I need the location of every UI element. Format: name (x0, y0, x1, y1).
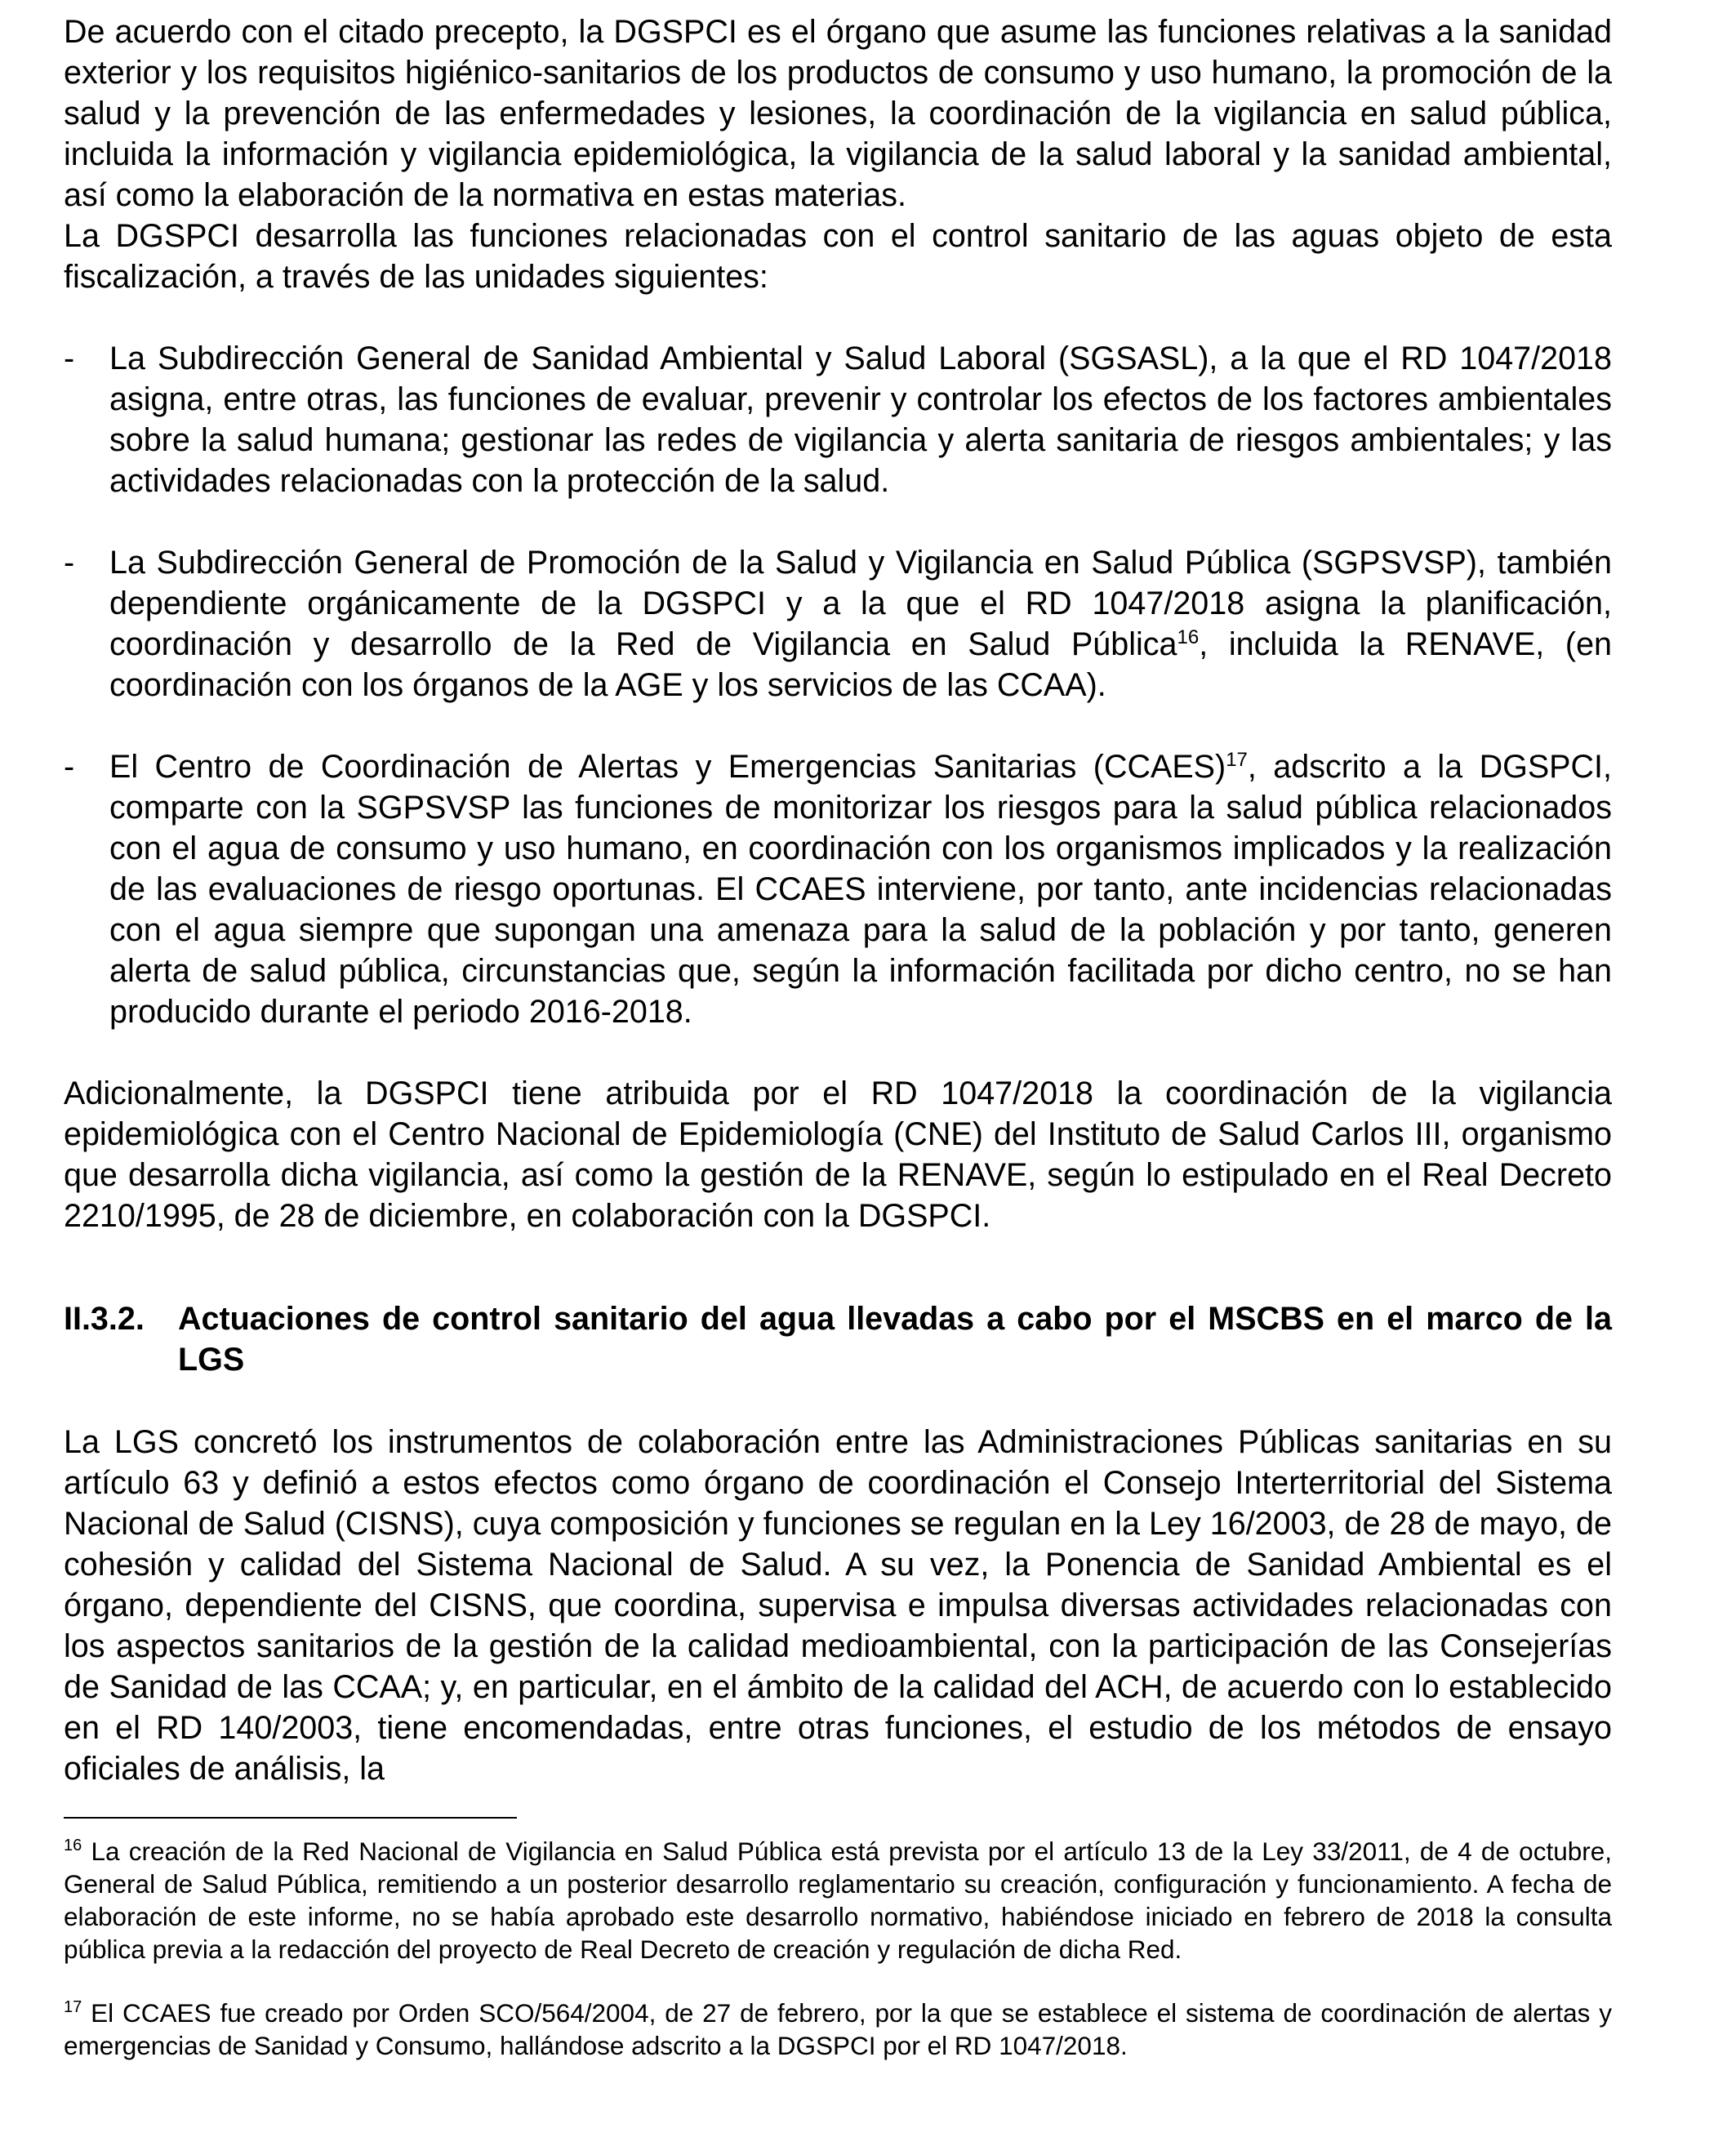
section-heading (64, 1298, 1612, 1380)
footnote-text: El CCAES fue creado por Orden SCO/564/2004, de 27 de febrero, por la que se establece el sistema de coordinación de alertas y emergencias de Sanidad y Consumo, hallándose adscrito a la DGSPCI por el RD 1047/2018. (64, 1998, 1612, 2060)
document-page (64, 0, 1612, 2062)
footnote-17 (64, 1997, 1612, 2062)
paragraph-dgspci-functions: De acuerdo con el citado precepto, la DGSPCI es el órgano que asume las funciones relativas a la sanidad exterior y los requisitos higiénico-sanitarios de los productos de consumo y uso humano, la promoción de la salud y la prevención de las enfermedades y lesiones, la coordinación de la vigilancia en salud pública, incluida la información y vigilancia epidemiológica, la vigilancia de la salud laboral y la sanidad ambiental, así como la elaboración de la normativa en estas materias. (64, 14, 1612, 213)
paragraph-dgspci-units-intro: La DGSPCI desarrolla las funciones relacionadas con el control sanitario de las aguas objeto de esta fiscalización, a través de las unidades siguientes: (64, 218, 1612, 295)
units-list (64, 338, 1612, 1032)
list-bullet: - (64, 341, 75, 376)
section-title: Actuaciones de control sanitario del agua llevadas a cabo por el MSCBS en el marco de la LGS (178, 1301, 1612, 1378)
paragraph-epidemiological-coordination: Adicionalmente, la DGSPCI tiene atribuida por el RD 1047/2018 la coordinación de la vigilancia epidemiológica con el Centro Nacional de Epidemiología (CNE) del Instituto de Salud Carlos III, organismo que desarrolla dicha vigilancia, así como la gestión de la RENAVE, según lo estipulado en el Real Decreto 2210/1995, de 28 de diciembre, en colaboración con la DGSPCI. (64, 1075, 1612, 1234)
list-item-sgsasl: La Subdirección General de Sanidad Ambiental y Salud Laboral (SGSASL), a la que el RD 1047/2018 asigna, entre otras, las funciones de evaluar, prevenir y controlar los efectos de los factores ambientales sobre la salud humana; gestionar las redes de vigilancia y alerta sanitaria de riesgos ambientales; y las actividades relacionadas con la protección de la salud. (109, 341, 1612, 499)
section-number: II.3.2. (64, 1301, 145, 1337)
list-item-text: La Subdirección General de Promoción de la Salud y Vigilancia en Salud Pública (SGPSVSP), también dependiente orgánicamente de la DGSPCI y a la que el RD 1047/2018 asigna la planificación, coordinación y desarrollo de la Red de Vigilancia en Salud Pública (109, 545, 1612, 662)
list-item-text: , adscrito a la DGSPCI, comparte con la SGPSVSP las funciones de monitorizar los riesgos para la salud pública relacionados con el agua de consumo y uso humano, en coordinación con los organismos implicados y la realización de las evaluaciones de riesgo oportunas. El CCAES interviene, por tanto, ante incidencias relacionadas con el agua siempre que supongan una amenaza para la salud de la población y por tanto, generen alerta de salud pública, circunstancias que, según la información facilitada por dicho centro, no se han producido durante el periodo 2016-2018. (109, 749, 1612, 1030)
list-item-text: , incluida la RENAVE, (en coordinación con los órganos de la AGE y los servicios de las CCAA). (109, 626, 1613, 703)
footnote-ref-17[interactable]: 17 (1226, 749, 1248, 771)
list-bullet: - (64, 749, 75, 785)
list-item (64, 542, 1612, 706)
list-item-ccaes (109, 746, 1612, 1032)
footnote-16 (64, 1835, 1612, 1966)
footnote-mark: 17 (64, 1998, 82, 2016)
list-item (64, 338, 1612, 501)
list-item-text: El Centro de Coordinación de Alertas y Emergencias Sanitarias (CCAES) (109, 749, 1226, 785)
list-item (64, 746, 1612, 1032)
list-item-sgpsvsp (109, 542, 1612, 706)
footnote-text: La creación de la Red Nacional de Vigilancia en Salud Pública está prevista por el artículo 13 de la Ley 33/2011, de 4 de octubre, General de Salud Pública, remitiendo a un posterior desarrollo reglamentario su creación, configuración y funcionamiento. A fecha de elaboración de este informe, no se había aprobado este desarrollo normativo, habiéndose iniciado en febrero de 2018 la consulta pública previa a la redacción del proyecto de Real Decreto de creación y regulación de dicha Red. (64, 1837, 1612, 1964)
footnote-separator (64, 1817, 517, 1819)
footnote-ref-16[interactable]: 16 (1177, 626, 1200, 648)
list-bullet: - (64, 545, 75, 581)
paragraph-lgs-collaboration: La LGS concretó los instrumentos de colaboración entre las Administraciones Públicas sanitarias en su artículo 63 y definió a estos efectos como órgano de coordinación el Consejo Interterritorial del Sistema Nacional de Salud (CISNS), cuya composición y funciones se regulan en la Ley 16/2003, de 28 de mayo, de cohesión y calidad del Sistema Nacional de Salud. A su vez, la Ponencia de Sanidad Ambiental es el órgano, dependiente del CISNS, que coordina, supervisa e impulsa diversas actividades relacionadas con los aspectos sanitarios de la gestión de la calidad medioambiental, con la participación de las Consejerías de Sanidad de las CCAA; y, en particular, en el ámbito de la calidad del ACH, de acuerdo con lo establecido en el RD 140/2003, tiene encomendadas, entre otras funciones, el estudio de los métodos de ensayo oficiales de análisis, la (64, 1424, 1612, 1787)
footnote-mark: 16 (64, 1837, 82, 1854)
